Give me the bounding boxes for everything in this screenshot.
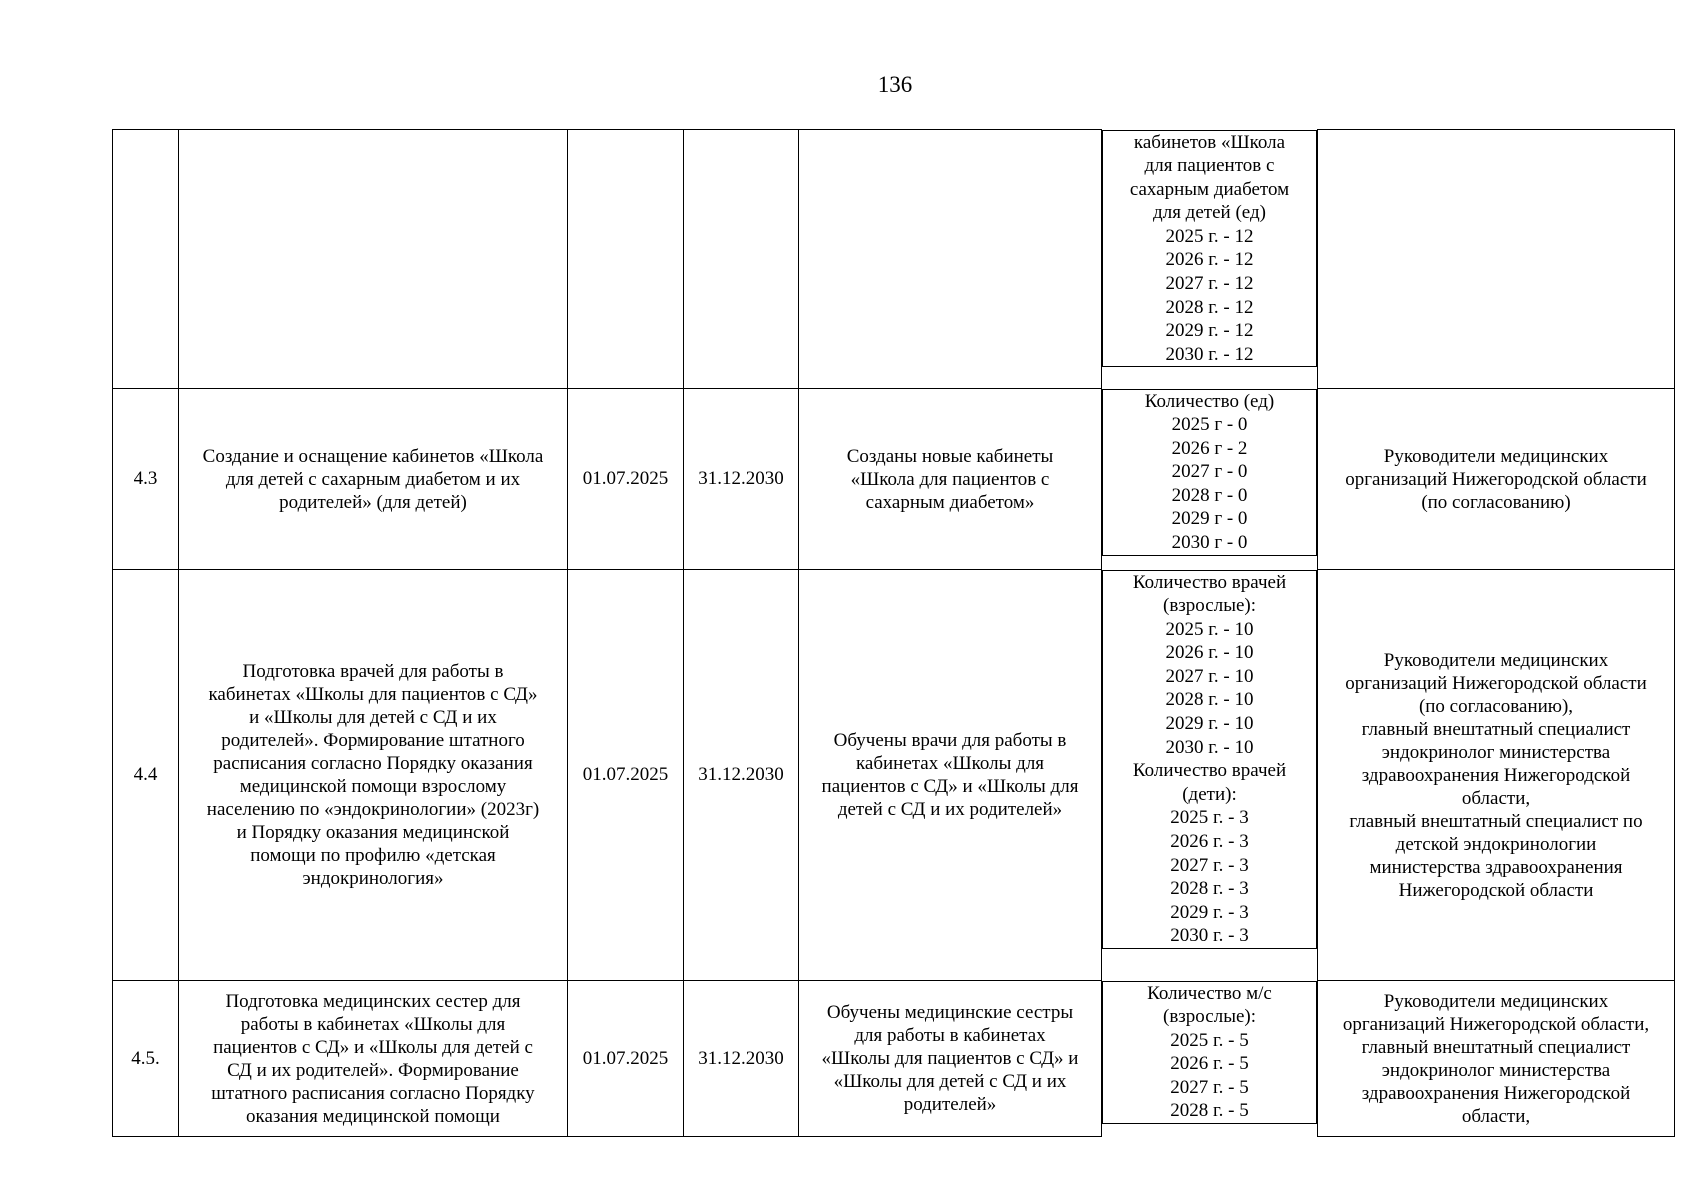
indicator-cell-line: 2029 г - 0: [1171, 508, 1248, 530]
responsible-cell-line: здравоохранения Нижегородской: [1361, 764, 1631, 786]
activity-cell-line: работы в кабинетах «Школы для: [240, 1013, 506, 1035]
indicator-cell-line: 2025 г. - 5: [1170, 1029, 1249, 1051]
responsible-cell-line: Руководители медицинских: [1383, 649, 1609, 671]
responsible-cell-line: Нижегородской области: [1398, 879, 1594, 901]
activity-cell: [179, 130, 568, 389]
responsible-cell-line: организаций Нижегородской области: [1345, 672, 1647, 694]
indicator-cell-line: 2027 г - 0: [1171, 461, 1248, 483]
indicator-cell-line: 2030 г. - 3: [1170, 925, 1249, 947]
indicator-cell-line: 2028 г. - 5: [1170, 1100, 1249, 1122]
end-date-cell: 31.12.2030: [684, 389, 799, 570]
start-date-cell: 01.07.2025: [568, 389, 684, 570]
responsible-cell-line: эндокринолог министерства: [1381, 1059, 1611, 1081]
indicator-cell-line: (взрослые):: [1163, 1006, 1256, 1028]
result-cell-line: Обучены врачи для работы в: [833, 730, 1067, 751]
start-date-cell: [568, 130, 684, 389]
indicator-cell-line: 2029 г. - 3: [1170, 901, 1249, 923]
result-cell-line: «Школа для пациентов с: [850, 468, 1050, 490]
indicator-cell-line: 2028 г. - 12: [1165, 296, 1254, 318]
indicator-cell-line: Количество врачей: [1132, 760, 1287, 782]
responsible-cell-line: области,: [1461, 787, 1531, 809]
responsible-cell: [1318, 389, 1675, 570]
row-number: 4.4: [113, 570, 179, 981]
responsible-cell-line: детской эндокринологии: [1395, 833, 1597, 855]
activity-cell-line: помощи по профилю «детская: [250, 845, 496, 866]
indicator-cell-line: 2028 г - 0: [1171, 484, 1248, 506]
indicator-cell-line: 2030 г - 0: [1171, 532, 1248, 554]
result-cell: [799, 981, 1102, 1137]
activity-cell-line: СД и их родителей». Формирование: [227, 1059, 519, 1081]
responsible-cell-line: организаций Нижегородской области: [1345, 468, 1647, 490]
responsible-cell: [1318, 981, 1675, 1137]
activity-cell-line: Подготовка медицинских сестер для: [225, 990, 521, 1012]
activity-cell-line: кабинетах «Школы для пациентов с СД»: [208, 684, 538, 705]
table-row: [113, 389, 1675, 570]
indicator-cell: [1102, 389, 1317, 556]
result-cell: [799, 130, 1102, 389]
activity-cell-line: и «Школы для детей с СД и их: [249, 707, 497, 728]
activity-cell-line: эндокринология»: [302, 868, 444, 889]
indicator-cell: [1102, 130, 1317, 368]
indicator-cell-line: 2026 г. - 10: [1165, 642, 1254, 664]
indicator-cell-line: кабинетов «Школа: [1133, 131, 1286, 153]
indicator-cell-line: 2027 г. - 10: [1165, 665, 1254, 687]
activity-cell-line: и Порядку оказания медицинской: [236, 822, 510, 843]
result-cell-line: для работы в кабинетах: [854, 1025, 1046, 1046]
activity-cell-line: пациентов с СД» и «Школы для детей с: [213, 1036, 533, 1058]
result-cell-line: Обучены медицинские сестры: [826, 1002, 1074, 1023]
indicator-cell-line: Количество (ед): [1144, 390, 1275, 412]
end-date-cell: 31.12.2030: [684, 570, 799, 981]
result-cell: [799, 389, 1102, 570]
table-body: [113, 130, 1675, 1137]
responsible-cell-line: Руководители медицинских: [1383, 445, 1609, 467]
activity-cell-line: родителей». Формирование штатного: [221, 730, 525, 751]
indicator-cell: [1102, 981, 1317, 1125]
activity-cell: [179, 570, 568, 981]
responsible-cell-line: министерства здравоохранения: [1369, 856, 1623, 878]
activity-cell-line: оказания медицинской помощи: [246, 1105, 500, 1127]
indicator-cell-line: (взрослые):: [1163, 595, 1256, 617]
indicator-cell-line: 2029 г. - 12: [1165, 320, 1254, 342]
indicator-cell-line: Количество врачей: [1132, 571, 1287, 593]
row-number: [113, 130, 179, 389]
result-cell-line: пациентов с СД» и «Школы для: [821, 776, 1079, 797]
responsible-cell-line: здравоохранения Нижегородской: [1361, 1082, 1631, 1104]
indicator-cell-line: сахарным диабетом: [1129, 178, 1290, 200]
activity-cell-line: Создание и оснащение кабинетов «Школа: [202, 445, 544, 467]
indicator-cell-line: 2026 г. - 5: [1170, 1053, 1249, 1075]
indicator-cell-line: 2028 г. - 3: [1170, 878, 1249, 900]
result-cell-line: Созданы новые кабинеты: [846, 445, 1054, 467]
indicator-cell-line: 2027 г. - 12: [1165, 273, 1254, 295]
responsible-cell-line: (по согласованию),: [1418, 695, 1574, 717]
indicator-cell-line: (дети):: [1182, 783, 1237, 805]
indicator-cell-line: 2027 г. - 3: [1170, 854, 1249, 876]
responsible-cell-line: Руководители медицинских: [1383, 990, 1609, 1012]
responsible-cell-line: главный внештатный специалист по: [1349, 810, 1643, 832]
page-number: 136: [877, 72, 913, 97]
indicator-cell-line: 2029 г. - 10: [1165, 713, 1254, 735]
indicator-cell-line: 2025 г. - 3: [1170, 807, 1249, 829]
responsible-cell-line: области,: [1461, 1105, 1531, 1127]
table-row: [113, 130, 1675, 389]
responsible-cell-line: главный внештатный специалист: [1361, 718, 1631, 740]
indicator-cell-line: 2026 г - 2: [1171, 437, 1248, 459]
activity-cell-line: штатного расписания согласно Порядку: [211, 1082, 535, 1104]
responsible-cell-line: (по согласованию): [1421, 491, 1571, 513]
indicator-cell-line: 2025 г - 0: [1171, 414, 1248, 436]
start-date-cell: 01.07.2025: [568, 981, 684, 1137]
row-number: 4.5.: [113, 981, 179, 1137]
indicator-cell-line: для детей (ед): [1153, 202, 1266, 224]
indicator-cell-line: Количество м/с: [1147, 982, 1272, 1004]
activity-cell-line: для детей с сахарным диабетом и их: [225, 468, 521, 490]
indicator-cell-line: 2026 г. - 3: [1170, 831, 1249, 853]
result-cell-line: «Школы для детей с СД и их: [833, 1071, 1067, 1092]
activity-cell-line: населению по «эндокринологии» (2023г): [206, 799, 540, 820]
result-cell-line: родителей»: [903, 1094, 997, 1115]
indicator-cell-line: 2030 г. - 10: [1165, 736, 1254, 758]
start-date-cell: 01.07.2025: [568, 570, 684, 981]
indicator-cell-line: 2030 г. - 12: [1165, 343, 1254, 365]
activity-cell-line: медицинской помощи взрослому: [239, 776, 507, 797]
result-cell-line: сахарным диабетом»: [865, 491, 1035, 513]
activity-cell: [179, 389, 568, 570]
activity-cell: [179, 981, 568, 1137]
indicator-cell-line: 2025 г. - 12: [1165, 225, 1254, 247]
end-date-cell: [684, 130, 799, 389]
result-cell-line: «Школы для пациентов с СД» и: [821, 1048, 1079, 1069]
result-cell-line: кабинетах «Школы для: [855, 753, 1045, 774]
responsible-cell-line: главный внештатный специалист: [1361, 1036, 1631, 1058]
result-cell-line: детей с СД и их родителей»: [837, 799, 1063, 820]
indicator-cell-line: 2026 г. - 12: [1165, 249, 1254, 271]
responsible-cell-line: организаций Нижегородской области,: [1342, 1013, 1650, 1035]
activity-plan-table: [112, 129, 1675, 1137]
activity-cell-line: родителей» (для детей): [279, 491, 467, 513]
responsible-cell: [1318, 130, 1675, 389]
indicator-cell-line: 2027 г. - 5: [1170, 1076, 1249, 1098]
table-row: [113, 981, 1675, 1137]
indicator-cell: [1102, 570, 1317, 950]
row-number: 4.3: [113, 389, 179, 570]
end-date-cell: 31.12.2030: [684, 981, 799, 1137]
responsible-cell: [1318, 570, 1675, 981]
indicator-cell-line: 2025 г. - 10: [1165, 618, 1254, 640]
table-row: [113, 570, 1675, 981]
responsible-cell-line: эндокринолог министерства: [1381, 741, 1611, 763]
activity-cell-line: Подготовка врачей для работы в: [242, 661, 504, 682]
activity-cell-line: расписания согласно Порядку оказания: [213, 753, 533, 774]
indicator-cell-line: 2028 г. - 10: [1165, 689, 1254, 711]
result-cell: [799, 570, 1102, 981]
indicator-cell-line: для пациентов с: [1144, 155, 1275, 177]
